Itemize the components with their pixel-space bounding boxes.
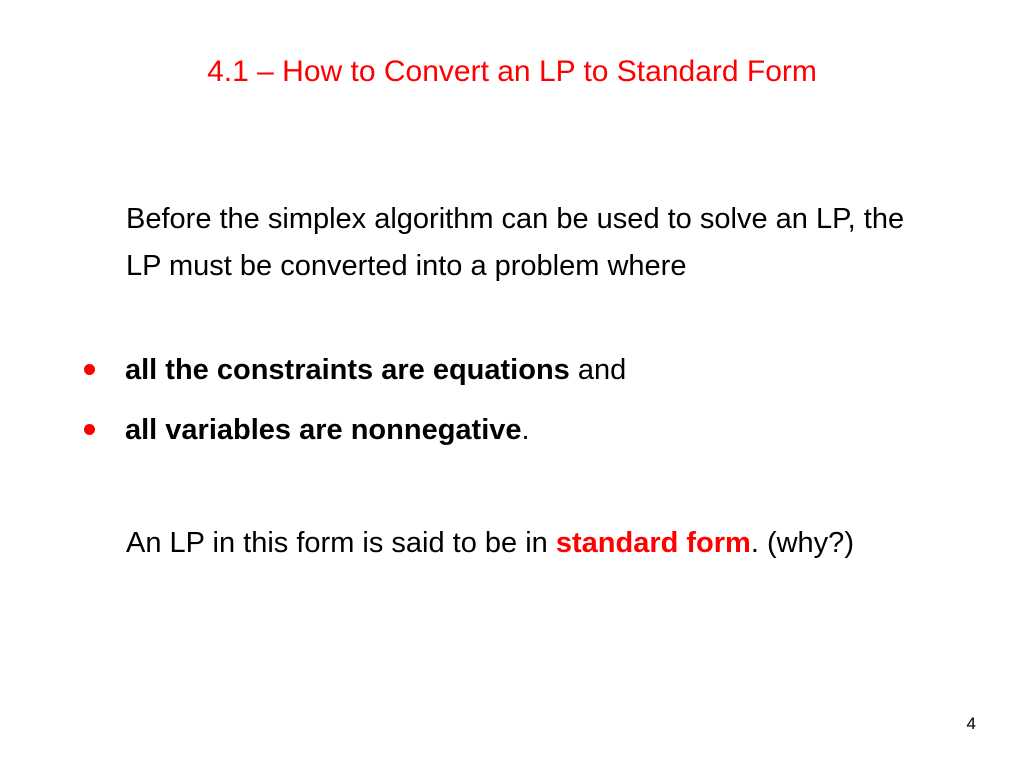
closing-prefix: An LP in this form is said to be in — [126, 527, 556, 559]
bullet-suffix-variables: . — [521, 413, 530, 446]
slide-page-number: 4 — [966, 714, 976, 733]
bullet-bold-constraints: all the constraints are equations — [125, 353, 570, 386]
red-bullet-icon — [84, 364, 95, 375]
bullet-text-constraints — [125, 347, 626, 394]
closing-suffix: . (why?) — [750, 527, 854, 559]
bullet-item-variables — [84, 406, 964, 454]
bullet-bold-variables: all variables are nonnegative — [125, 413, 522, 446]
bullet-item-constraints — [84, 346, 964, 394]
slide-title: 4.1 – How to Convert an LP to Standard Form — [207, 55, 817, 88]
intro-paragraph: Before the simplex algorithm can be used to solve an LP, the LP must be converted into a problem where — [126, 203, 905, 282]
closing-paragraph — [126, 520, 986, 567]
standard-form-highlight: standard form — [555, 527, 751, 559]
red-bullet-icon — [84, 424, 95, 435]
bullet-text-variables — [125, 407, 530, 454]
bullet-suffix-constraints: and — [569, 353, 627, 386]
